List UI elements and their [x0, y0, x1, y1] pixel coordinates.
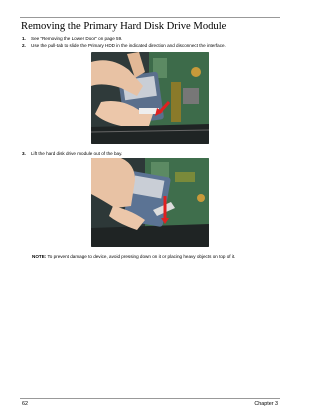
photo-lift-hdd-image: [91, 158, 209, 247]
bottom-rule: [20, 398, 280, 399]
step-number: 1.: [22, 36, 26, 41]
note-label: NOTE:: [32, 254, 47, 259]
step-text: See “Removing the Lower Door” on page 59.: [31, 36, 123, 41]
step-number: 3.: [22, 151, 26, 156]
note-text: To prevent damage to device, avoid pressing down on it or placing heavy objects on top of it.: [46, 254, 236, 259]
step-3: [22, 151, 122, 157]
step-text: Lift the hard disk drive module out of the bay.: [31, 151, 123, 156]
photo-lift-hdd: [91, 158, 209, 247]
page-number: 62: [22, 401, 28, 407]
top-rule: [20, 17, 280, 18]
note: [32, 254, 235, 259]
step-1: [22, 36, 122, 42]
step-2: [22, 43, 226, 49]
chapter-label: Chapter 3: [254, 401, 278, 407]
photo-slide-hdd-image: [91, 52, 209, 144]
step-number: 2.: [22, 43, 26, 48]
step-text: Use the pull-tab to slide the Primary HDD in the indicated direction and disconnect the interface.: [31, 43, 226, 48]
page-title: Removing the Primary Hard Disk Drive Module: [21, 21, 227, 32]
photo-slide-hdd: [91, 52, 209, 144]
